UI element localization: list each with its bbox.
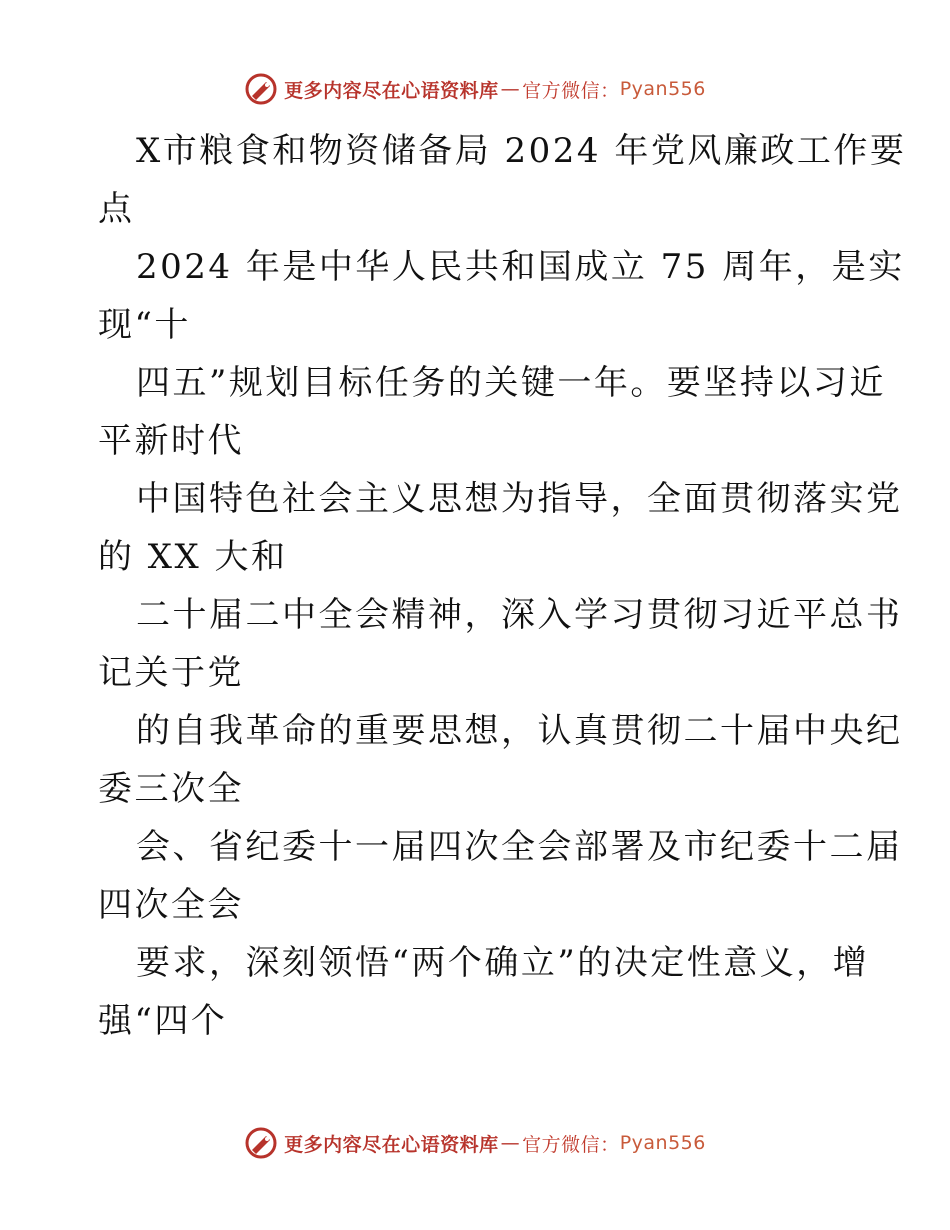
header-watermark <box>0 72 950 106</box>
text-line: 四次全会 <box>98 885 244 925</box>
footer-watermark <box>0 1126 950 1160</box>
text-line: 平新时代 <box>98 421 244 461</box>
watermark-wechat-id: Pyan556 <box>619 78 706 100</box>
text-line: 点 <box>98 189 135 229</box>
text-line: 四五”规划目标任务的关键一年。要坚持以习近 <box>136 363 886 403</box>
text-line: 中国特色社会主义思想为指导，全面贯彻落实党 <box>136 479 903 519</box>
text-line: 现“十 <box>98 305 191 345</box>
text-line: X市粮食和物资储备局 2024 年党风廉政工作要 <box>136 131 907 171</box>
text-line: 的自我革命的重要思想，认真贯彻二十届中央纪 <box>136 711 903 751</box>
pen-nib-logo-icon <box>244 1126 278 1160</box>
watermark-brand: 更多内容尽在心语资料库 <box>284 1133 499 1156</box>
text-line: 记关于党 <box>98 653 244 693</box>
watermark-separator: — <box>500 78 521 100</box>
text-line: 的 XX 大和 <box>98 537 288 577</box>
watermark-wechat-label: 官方微信： <box>522 1133 620 1156</box>
text-line: 2024 年是中华人民共和国成立 75 周年，是实 <box>136 247 905 287</box>
watermark-wechat-label: 官方微信： <box>522 79 620 102</box>
text-line: 二十届二中全会精神，深入学习贯彻习近平总书 <box>136 595 903 635</box>
text-line: 会、省纪委十一届四次全会部署及市纪委十二届 <box>136 827 903 867</box>
pen-nib-logo-icon <box>244 72 278 106</box>
text-line: 强“四个 <box>98 1001 228 1041</box>
text-line: 委三次全 <box>98 769 244 809</box>
watermark-wechat-id: Pyan556 <box>619 1132 706 1154</box>
watermark-brand: 更多内容尽在心语资料库 <box>284 79 499 102</box>
document-body <box>98 122 907 1050</box>
text-line: 要求，深刻领悟“两个确立”的决定性意义，增 <box>136 943 870 983</box>
watermark-separator: — <box>500 1132 521 1154</box>
